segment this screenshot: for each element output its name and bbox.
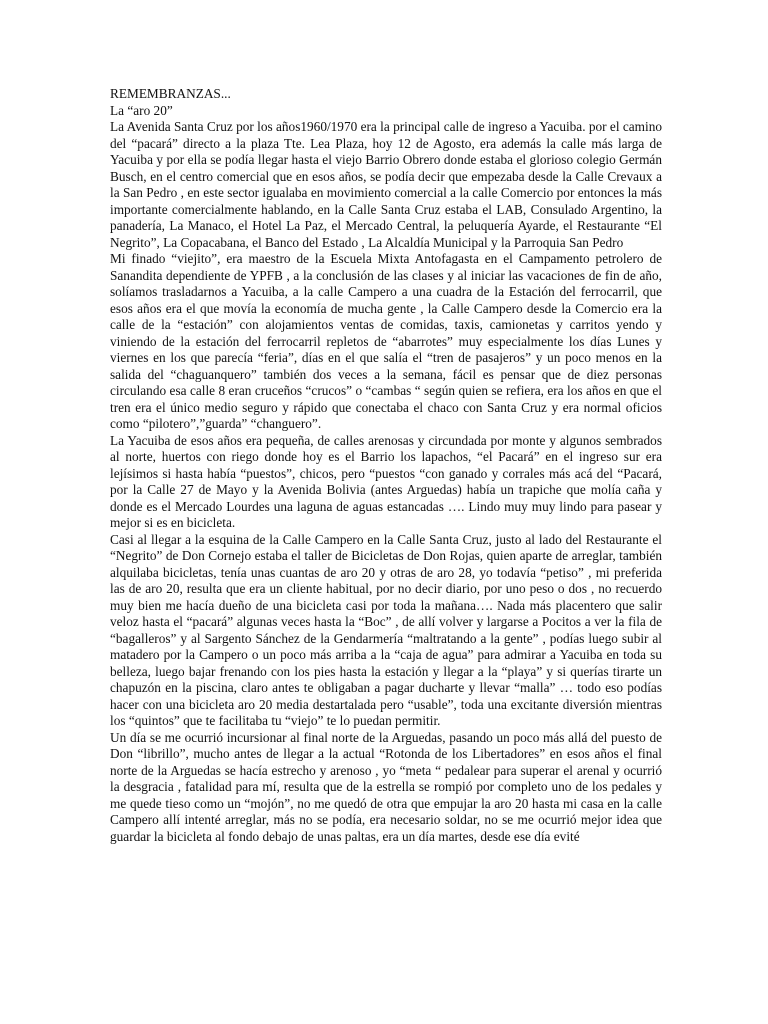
paragraph-2: Mi finado “viejito”, era maestro de la Escuela Mixta Antofagasta en el Campamento petrolero de Sanandita dependiente de YPFB , a la conclusión de las clases y al iniciar las vacaciones de fin de año, solíamos trasladarnos a Yacuiba, a la calle Campero a una cuadra de la Estación del ferrocarril, que esos años era el que movía la economía de mucha gente , la Calle Campero desde la Comercio era la calle de la “estación” con alojamientos ventas de comidas, taxis, camionetas y carritos yendo y viniendo de la estación del ferrocarril repletos de “abarrotes” muy especialmente los días Lunes y viernes en los que parecía “feria”, días en el que salía el “tren de pasajeros” y un poco menos en la salida del “chaguanquero” también dos veces a la semana, fácil es pensar que de diez personas circulando esa calle 8 eran cruceños “crucos” o “cambas “ según quien se refiera, era los años en que el tren era el único medio seguro y rápido que conectaba el chaco con Santa Cruz y era normal oficios como “pilotero”,”guarda” “changuero”.: [110, 251, 662, 431]
paragraph-3: La Yacuiba de esos años era pequeña, de calles arenosas y circundada por monte y algunos sembrados al norte, huertos con riego donde hoy es el Barrio los lapachos, “el Pacará” en el ingreso sur era lejísimos si hasta había “puestos”, chicos, pero “puestos “con ganado y corrales más acá del “Pacará, por la Calle 27 de Mayo y la Avenida Bolivia (antes Arguedas) había un trapiche que molía caña y donde es el Mercado Lourdes una laguna de aguas estancadas …. Lindo muy muy lindo para pasear y mejor si es en bicicleta.: [110, 432, 662, 530]
paragraph-5: Un día se me ocurrió incursionar al final norte de la Arguedas, pasando un poco más allá del puesto de Don “librillo”, mucho antes de llegar a la actual “Rotonda de los Libertadores” en esos años el final norte de la Arguedas se hacía estrecho y arenoso , yo “meta “ pedalear para superar el arenal y ocurrió la desgracia , fatalidad para mí, resulta que de la estrella se rompió por completo uno de los pedales y me quede tieso como un “mojón”, no me quedó de otra que empujar la aro 20 hasta mi casa en la calle Campero allí intenté arreglar, más no se podía, era necesario soldar, no se me ocurrió mejor idea que guardar la bicicleta al fondo debajo de unas paltas, era un día martes, desde ese día evité: [110, 729, 662, 844]
document-body: [110, 86, 662, 845]
paragraph-4: Casi al llegar a la esquina de la Calle Campero en la Calle Santa Cruz, justo al lado del Restaurante el “Negrito” de Don Cornejo estaba el taller de Bicicletas de Don Rojas, quien aparte de arreglar, también alquilaba bicicletas, tenía unas cuantas de aro 20 y otras de aro 28, yo todavía “petiso” , mi preferida las de aro 20, resulta que era un cliente habitual, por no decir diario, por uno peso o dos , no recuerdo muy bien me hacía dueño de una bicicleta casi por toda la mañana…. Nada más placentero que salir veloz hasta el “pacará” algunas veces hasta la “Boc” , de allí volver y largarse a Pocitos a ver la fila de “bagalleros” y al Sargento Sánchez de la Gendarmería “maltratando a la gente” , podías luego subir al matadero por la Campero o un poco más arriba a la “caja de agua” para admirar a Yacuiba en toda su belleza, luego bajar frenando con los pies hasta la estación y llegar a la “playa” y si querías tirarte un chapuzón en la piscina, claro antes te obligaban a pagar ducharte y llevar “malla” … todo eso podías hacer con una bicicleta aro 20 media destartalada pero “usable”, toda una excitante diversión mientras los “quintos” que te facilitaba tu “viejo” te lo puedan permitir.: [110, 531, 662, 728]
paragraph-1: La Avenida Santa Cruz por los años1960/1970 era la principal calle de ingreso a Yacuiba. por el camino del “pacará” directo a la plaza Tte. Lea Plaza, hoy 12 de Agosto, era además la calle más larga de Yacuiba y por ella se podía llegar hasta el viejo Barrio Obrero donde estaba el glorioso colegio Germán Busch, en el centro comercial que en esos años, se podía decir que empezaba desde la Calle Crevaux a la San Pedro , en este sector igualaba en movimiento comercial a la calle Comercio por entonces la más importante comercialmente hablando, en la Calle Santa Cruz estaba el LAB, Consulado Argentino, la panadería, La Manaco, el Hotel La Paz, el Mercado Central, la peluquería Ayarde, el Restaurante “El Negrito”, La Copacabana, el Banco del Estado , La Alcaldía Municipal y la Parroquia San Pedro: [110, 119, 662, 250]
document-heading: REMEMBRANZAS...: [110, 86, 231, 101]
document-subheading: La “aro 20”: [110, 102, 173, 118]
